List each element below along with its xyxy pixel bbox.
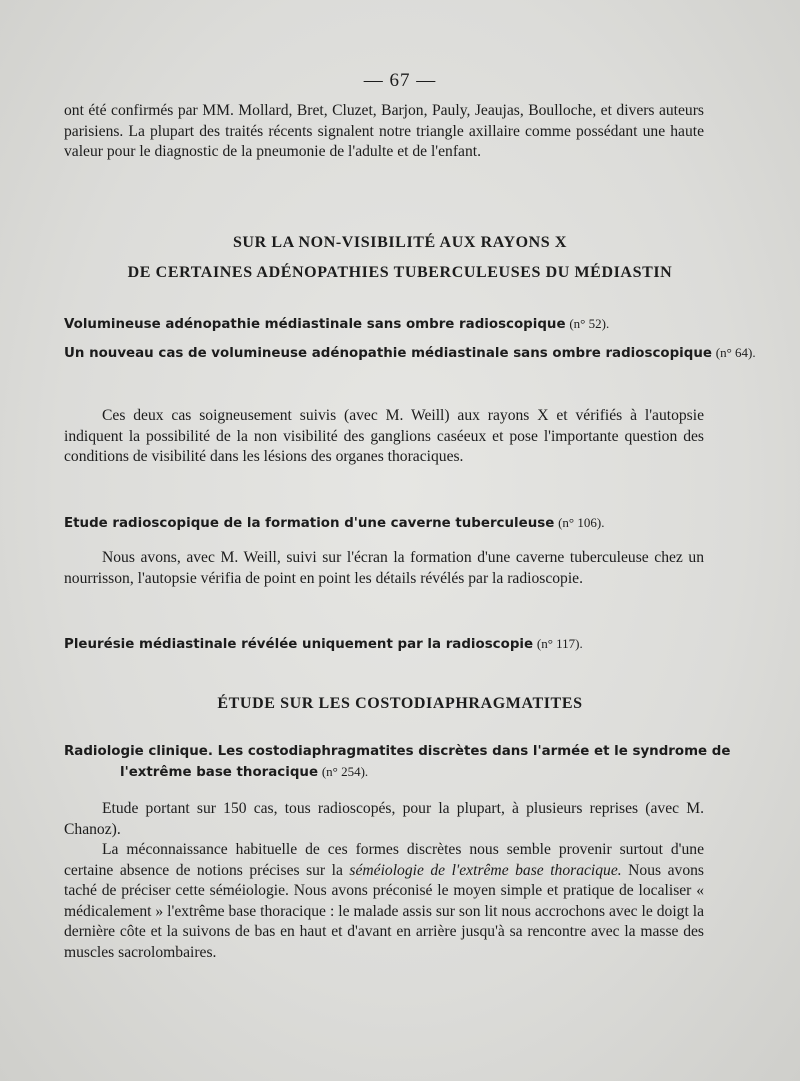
entry-ref: (n° 52). [569, 316, 610, 331]
section1-entry-4 [64, 634, 704, 655]
entry-ref: (n° 117). [536, 636, 583, 651]
section1-paragraph-2: Nous avons, avec M. Weill, suivi sur l'écran la formation d'une caverne tuberculeuse chez un nourrisson, l'autopsie vérifia de point en point les détails révélés par la radioscopie. [64, 549, 704, 587]
section1-title-line1: SUR LA NON-VISIBILITÉ AUX RAYONS X [232, 234, 568, 251]
para2-text-a: La méconnaissance habituelle de ces formes discrètes nous semble provenir surtout d'une certaine absence de notions précises sur la [64, 841, 704, 879]
entry-ref: (n° 106). [558, 515, 605, 530]
entry-title: Volumineuse adénopathie médiastinale sans ombre radioscopique [64, 317, 566, 332]
para2-italic: séméiologie de l'extrême base thoracique. [349, 861, 622, 879]
intro-paragraph: ont été confirmés par MM. Mollard, Bret, Cluzet, Barjon, Pauly, Jeaujas, Boulloche, et divers auteurs parisiens. La plupart des traités récents signalent notre triangle axillaire comme possédant une haute valeur pour le diagnostic de la pneumonie de l'adulte et de l'enfant. [64, 102, 704, 160]
entry-title: Pleurésie médiastinale révélée uniquement par la radioscopie [64, 637, 534, 652]
entry-title: Radiologie clinique. Les costodiaphragmatites discrètes dans l'armée et le syndrome de l'extrême base thoracique [64, 744, 731, 780]
entry-title: Etude radioscopique de la formation d'une caverne tuberculeuse [64, 516, 555, 531]
section1-entry-3 [64, 513, 704, 534]
page-number: — 67 — [363, 70, 437, 91]
section1-title-line2: DE CERTAINES ADÉNOPATHIES TUBERCULEUSES DU MÉDIASTIN [127, 264, 673, 281]
section1-paragraph-1: Ces deux cas soigneusement suivis (avec M. Weill) aux rayons X et vérifiés à l'autopsie indiquent la possibilité de la non visibilité des ganglions caséeux et pose l'importante question des conditions de visibilité dans les lésions des organes thoraciques. [64, 407, 704, 465]
section1-entry-2 [64, 343, 760, 364]
para2-text-b: Nous avons taché de préciser cette séméiologie. Nous avons préconisé le moyen simple et pratique de localiser « médicalement » l'extrême base thoracique : le malade assis sur son lit nous accrochons avec le doigt la dernière côte et la suivons de bas en haut et d'avant en arrière jusqu'à sa rencontre avec la masse des muscles sacrolombaires. [64, 861, 704, 961]
entry-ref: (n° 254). [321, 764, 369, 779]
entry-title: Un nouveau cas de volumineuse adénopathie médiastinale sans ombre radioscopique [64, 346, 712, 361]
section2-paragraph-2 [64, 840, 704, 963]
section2-title: ÉTUDE SUR LES COSTODIAPHRAGMATITES [217, 695, 583, 712]
entry-ref: (n° 64). [715, 345, 756, 360]
section2-entry-1 [64, 741, 760, 783]
section2-paragraph-1: Etude portant sur 150 cas, tous radioscopés, pour la plupart, à plusieurs reprises (avec M. Chanoz). [64, 800, 704, 838]
section1-entry-1 [64, 314, 704, 335]
